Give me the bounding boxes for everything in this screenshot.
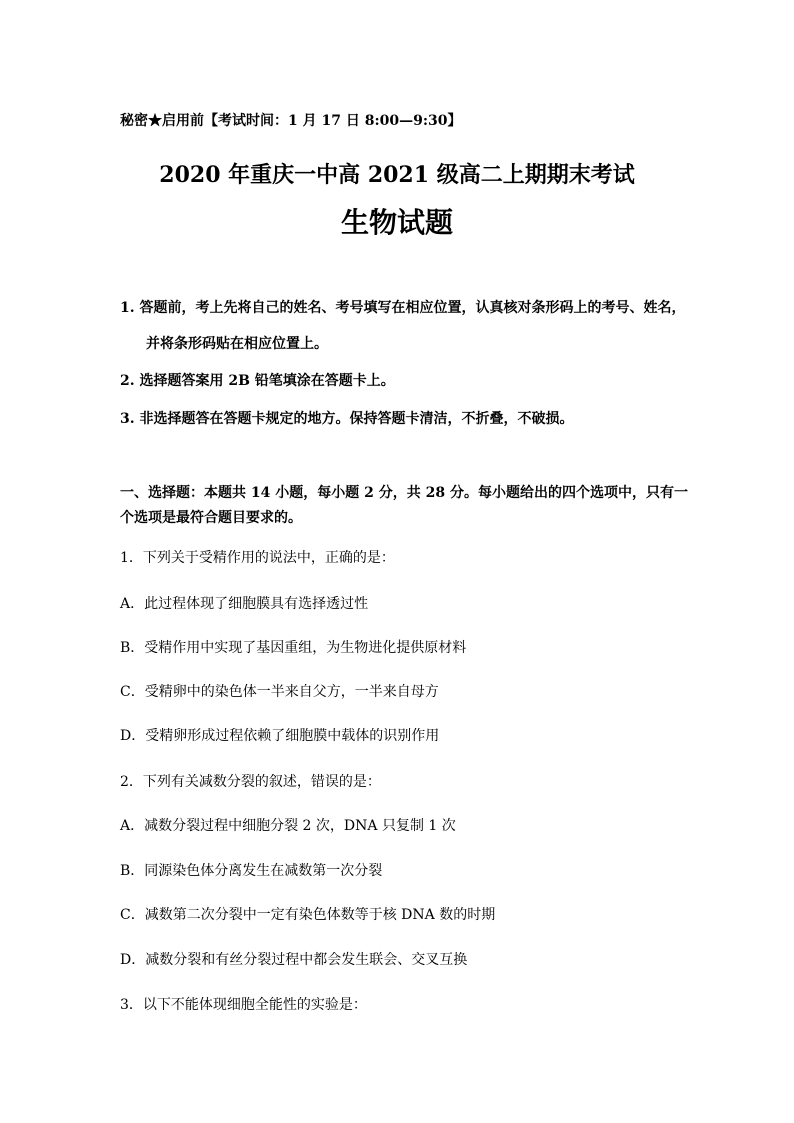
instruction-2: 2. 选择题答案用 2B 铅笔填涂在答题卡上。 bbox=[120, 373, 395, 389]
instruction-1: 1. 答题前，考上先将自己的姓名、考号填写在相应位置，认真核对条形码上的考号、姓名， bbox=[120, 300, 686, 316]
question-1-option-b: B．受精作用中实现了基因重组，为生物进化提供原材料 bbox=[120, 640, 467, 656]
question-2-option-d: D．减数分裂和有丝分裂过程中都会发生联会、交叉互换 bbox=[120, 952, 468, 968]
question-2-stem: 2．下列有关减数分裂的叙述，错误的是： bbox=[120, 774, 381, 790]
question-1-option-c: C．受精卵中的染色体一半来自父方，一半来自母方 bbox=[120, 684, 439, 700]
question-2-option-b: B．同源染色体分离发生在减数第一次分裂 bbox=[120, 863, 383, 879]
instruction-3: 3. 非选择题答在答题卡规定的地方。保持答题卡清洁，不折叠，不破损。 bbox=[120, 411, 574, 427]
question-2-option-a: A．减数分裂过程中细胞分裂 2 次，DNA 只复制 1 次 bbox=[120, 818, 456, 834]
exam-title: 2020 年重庆一中高 2021 级高二上期期末考试 bbox=[159, 162, 635, 188]
question-1-option-a: A．此过程体现了细胞膜具有选择透过性 bbox=[120, 596, 369, 612]
question-1-stem: 1．下列关于受精作用的说法中，正确的是： bbox=[120, 550, 395, 566]
secret-header: 秘密★启用前【考试时间：1 月 17 日 8:00—9:30】 bbox=[120, 113, 462, 129]
question-2-option-c: C．减数第二次分裂中一定有染色体数等于核 DNA 数的时期 bbox=[120, 907, 496, 923]
question-3-stem: 3．以下不能体现细胞全能性的实验是： bbox=[120, 997, 367, 1013]
section-heading-continued: 个选项是最符合题目要求的。 bbox=[120, 510, 302, 526]
instruction-1-continued: 并将条形码贴在相应位置上。 bbox=[146, 336, 328, 352]
subject-title: 生物试题 bbox=[340, 206, 453, 239]
question-1-option-d: D．受精卵形成过程依赖了细胞膜中载体的识别作用 bbox=[120, 728, 440, 744]
section-heading: 一、选择题：本题共 14 小题，每小题 2 分，共 28 分。每小题给出的四个选项中，只有一 bbox=[120, 485, 688, 501]
